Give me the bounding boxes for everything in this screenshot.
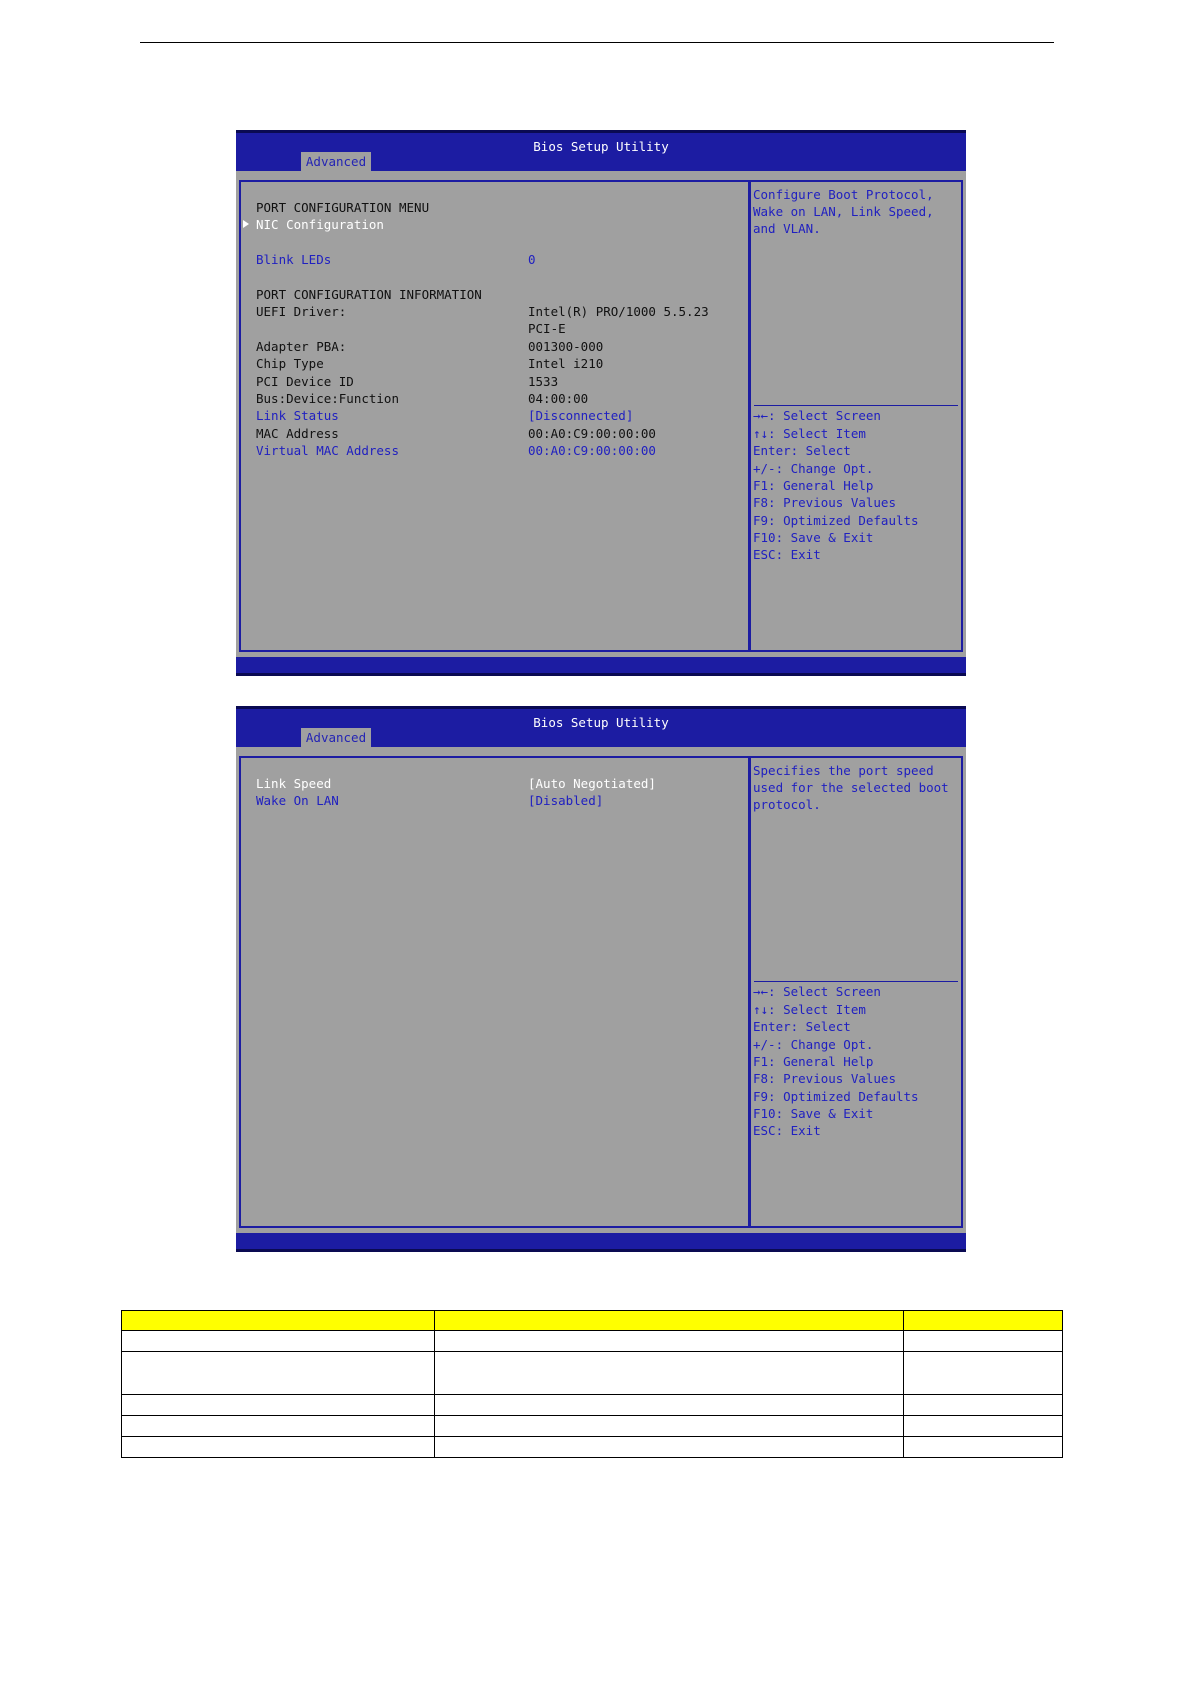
bios-title: Bios Setup Utility — [533, 139, 669, 154]
bios-body — [236, 171, 966, 655]
virtual-mac-address-label[interactable]: Virtual MAC Address — [256, 443, 399, 458]
key-help-esc-exit: ESC: Exit — [753, 547, 821, 562]
settings-table — [121, 1310, 1063, 1458]
bios-screen-nic-configuration — [236, 706, 966, 1252]
adapter-pba-value: 001300-000 — [528, 339, 604, 354]
key-help-general-help: F1: General Help — [753, 1054, 874, 1069]
mac-address-label: MAC Address — [256, 426, 339, 441]
blink-leds-value[interactable]: 0 — [528, 252, 536, 267]
submenu-arrow-icon — [243, 220, 249, 228]
blink-leds-label[interactable]: Blink LEDs — [256, 252, 332, 267]
table-row — [122, 1437, 1063, 1458]
link-speed-label[interactable]: Link Speed — [256, 776, 332, 791]
key-help-save-exit: F10: Save & Exit — [753, 530, 874, 545]
info-heading: PORT CONFIGURATION INFORMATION — [256, 287, 482, 302]
key-help-change-opt: +/-: Change Opt. — [753, 461, 874, 476]
mac-address-value: 00:A0:C9:00:00:00 — [528, 426, 656, 441]
help-text-line: used for the selected boot — [753, 780, 949, 795]
key-help-change-opt: +/-: Change Opt. — [753, 1037, 874, 1052]
uefi-driver-bus: PCI-E — [528, 321, 566, 336]
key-help-optimized-defaults: F9: Optimized Defaults — [753, 513, 919, 528]
page-top-rule — [140, 42, 1054, 43]
key-help-enter: Enter: Select — [753, 443, 851, 458]
nic-configuration-item[interactable]: NIC Configuration — [256, 217, 384, 232]
bus-device-function-label: Bus:Device:Function — [256, 391, 399, 406]
key-help-select-screen: →←: Select Screen — [753, 984, 881, 999]
link-status-label[interactable]: Link Status — [256, 408, 339, 423]
chip-type-label: Chip Type — [256, 356, 324, 371]
link-status-value[interactable]: [Disconnected] — [528, 408, 634, 423]
table-row — [122, 1416, 1063, 1437]
bios-header — [236, 706, 966, 747]
chip-type-value: Intel i210 — [528, 356, 604, 371]
settings-pane — [239, 756, 750, 1228]
help-text-line: protocol. — [753, 797, 821, 812]
help-text-line: and VLAN. — [753, 221, 821, 236]
key-help-select-item: ↑↓: Select Item — [753, 1002, 866, 1017]
bios-footer — [236, 657, 966, 676]
table-header-row — [122, 1311, 1063, 1331]
bios-body — [236, 747, 966, 1231]
table-header-cell — [122, 1311, 435, 1331]
menu-heading: PORT CONFIGURATION MENU — [256, 200, 430, 215]
help-divider — [754, 405, 958, 406]
help-text-line: Wake on LAN, Link Speed, — [753, 204, 934, 219]
tab-advanced[interactable]: Advanced — [301, 728, 371, 747]
key-help-optimized-defaults: F9: Optimized Defaults — [753, 1089, 919, 1104]
virtual-mac-address-value[interactable]: 00:A0:C9:00:00:00 — [528, 443, 656, 458]
wake-on-lan-label[interactable]: Wake On LAN — [256, 793, 339, 808]
key-help-esc-exit: ESC: Exit — [753, 1123, 821, 1138]
key-help-previous-values: F8: Previous Values — [753, 1071, 896, 1086]
key-help-general-help: F1: General Help — [753, 478, 874, 493]
table-row — [122, 1395, 1063, 1416]
link-speed-value[interactable]: [Auto Negotiated] — [528, 776, 656, 791]
bus-device-function-value: 04:00:00 — [528, 391, 589, 406]
pci-device-id-value: 1533 — [528, 374, 559, 389]
key-help-select-item: ↑↓: Select Item — [753, 426, 866, 441]
bios-header — [236, 130, 966, 171]
table-header-cell — [904, 1311, 1063, 1331]
bios-footer — [236, 1233, 966, 1252]
key-help-select-screen: →←: Select Screen — [753, 408, 881, 423]
key-help-save-exit: F10: Save & Exit — [753, 1106, 874, 1121]
bios-screen-port-configuration — [236, 130, 966, 676]
help-divider — [754, 981, 958, 982]
table-row — [122, 1331, 1063, 1352]
table-row — [122, 1352, 1063, 1395]
adapter-pba-label: Adapter PBA: — [256, 339, 347, 354]
key-help-previous-values: F8: Previous Values — [753, 495, 896, 510]
help-text-line: Specifies the port speed — [753, 763, 934, 778]
key-help-enter: Enter: Select — [753, 1019, 851, 1034]
bios-title: Bios Setup Utility — [533, 715, 669, 730]
tab-advanced[interactable]: Advanced — [301, 152, 371, 171]
uefi-driver-value: Intel(R) PRO/1000 5.5.23 — [528, 304, 709, 319]
uefi-driver-label: UEFI Driver: — [256, 304, 347, 319]
wake-on-lan-value[interactable]: [Disabled] — [528, 793, 604, 808]
pci-device-id-label: PCI Device ID — [256, 374, 354, 389]
help-text-line: Configure Boot Protocol, — [753, 187, 934, 202]
table-header-cell — [434, 1311, 904, 1331]
